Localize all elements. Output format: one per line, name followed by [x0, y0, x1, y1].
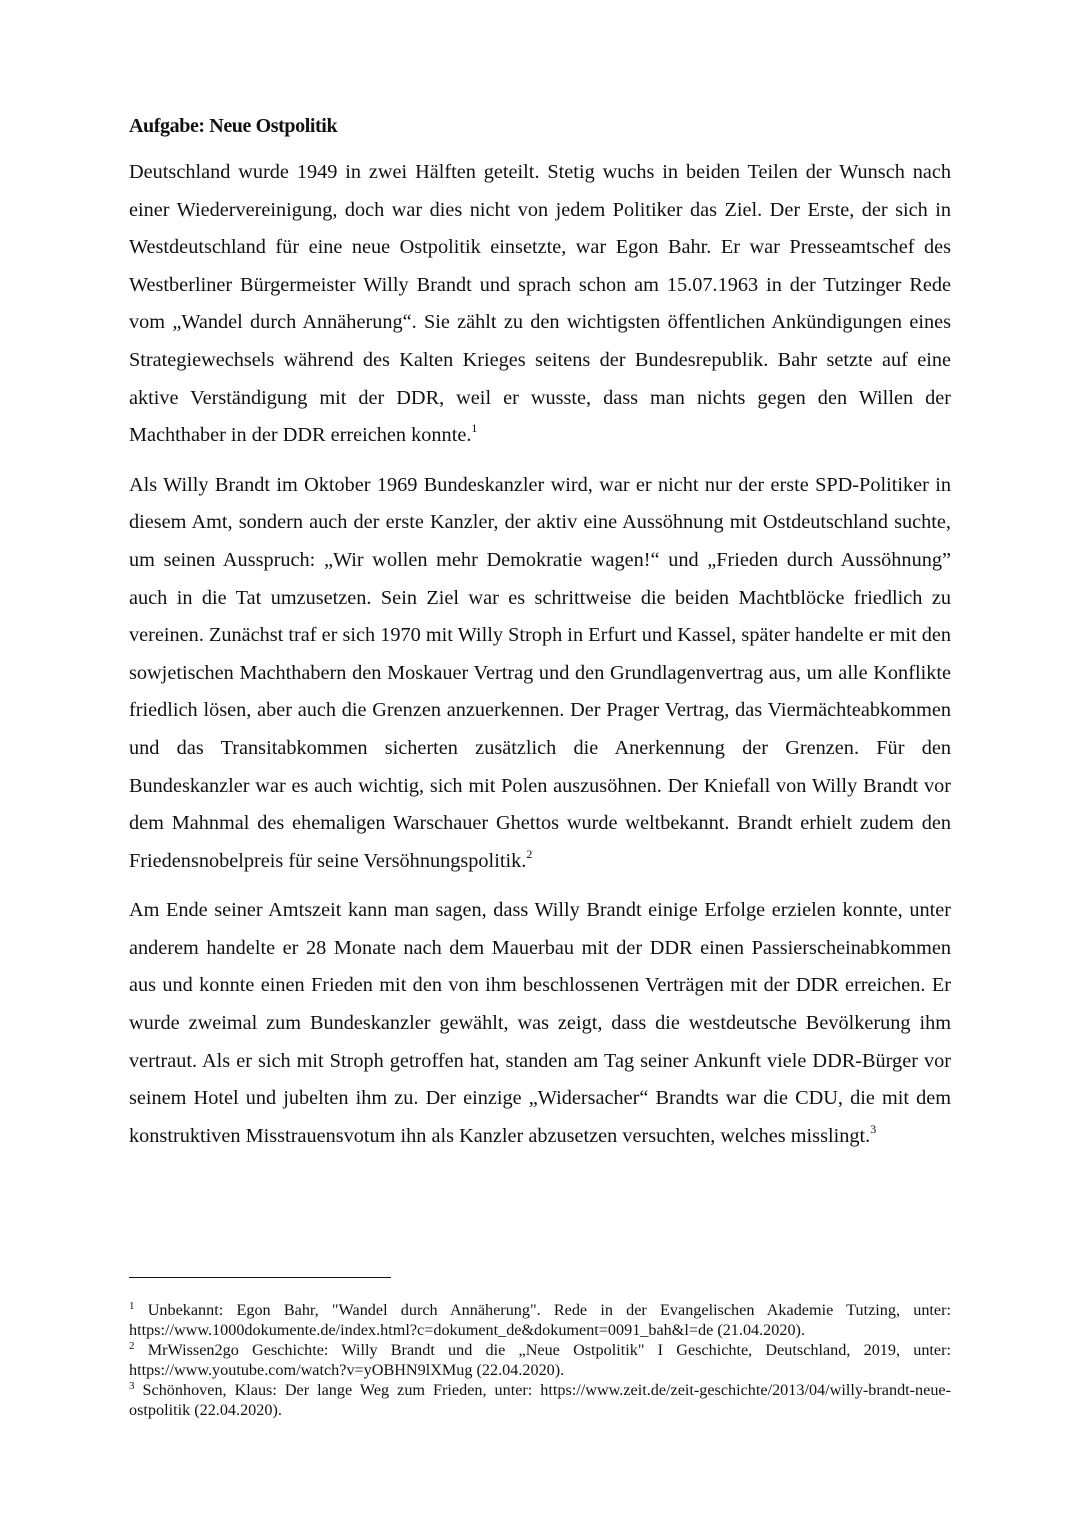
paragraph-1 [129, 154, 951, 455]
paragraph-text: Als Willy Brandt im Oktober 1969 Bundeskanzler wird, war er nicht nur der erste SPD-Politiker in diesem Amt, sondern auch der erste Kanzler, der aktiv eine Aussöhnung mit Ostdeutschland suchte, um seinen Ausspruch: „Wir wollen mehr Demokratie wagen!“ und „Frieden durch Aussöhnung” auch in die Tat umzusetzen. Sein Ziel war es schrittweise die beiden Machtblöcke friedlich zu vereinen. Zunächst traf er sich 1970 mit Willy Stroph in Erfurt und Kassel, später handelte er mit den sowjetischen Machthabern den Moskauer Vertrag und den Grundlagenvertrag aus, um alle Konflikte friedlich lösen, aber auch die Grenzen anzuerkennen. Der Prager Vertrag, das Viermächteabkommen und das Transitabkommen sicherten zusätzlich die Anerkennung der Grenzen. Für den Bundeskanzler war es auch wichtig, sich mit Polen auszusöhnen. Der Kniefall von Willy Brandt vor dem Mahnmal des ehemaligen Warschauer Ghettos wurde weltbekannt. Brandt erhielt zudem den Friedensnobelpreis für seine Versöhnungspolitik. [129, 473, 951, 872]
footnote-3 [129, 1380, 951, 1420]
footnotes [129, 1300, 951, 1420]
footnote-2 [129, 1340, 951, 1380]
document-body [129, 112, 951, 1167]
footnote-number: 3 [129, 1380, 135, 1392]
paragraph-2 [129, 467, 951, 881]
footnote-text: Schönhoven, Klaus: Der lange Weg zum Frieden, unter: https://www.zeit.de/zeit-geschichte/2013/04/willy-brandt-neue-ostpolitik (22.04.2020). [129, 1381, 952, 1419]
paragraph-3 [129, 892, 951, 1155]
footnote-text: Unbekannt: Egon Bahr, "Wandel durch Annäherung". Rede in der Evangelischen Akademie Tutzing, unter: https://www.1000dokumente.de/index.html?c=dokument_de&dokument=0091_bah&l=de (21.04.2020). [129, 1301, 951, 1339]
document-title: Aufgabe: Neue Ostpolitik [129, 115, 338, 137]
footnote-number: 2 [129, 1340, 135, 1352]
footnote-ref-3: 3 [870, 1121, 877, 1136]
paragraph-text: Am Ende seiner Amtszeit kann man sagen, dass Willy Brandt einige Erfolge erzielen konnte, unter anderem handelte er 28 Monate nach dem Mauerbau mit der DDR einen Passierscheinabkommen aus und konnte einen Frieden mit den von ihm beschlossenen Verträgen mit der DDR erreichen. Er wurde zweimal zum Bundeskanzler gewählt, was zeigt, dass die westdeutsche Bevölkerung ihm vertraut. Als er sich mit Stroph getroffen hat, standen am Tag seiner Ankunft viele DDR-Bürger vor seinem Hotel und jubelten ihm zu. Der einzige „Widersacher“ Brandts war die CDU, die mit dem konstruktiven Misstrauensvotum ihn als Kanzler abzusetzen versuchten, welches misslingt. [129, 899, 951, 1147]
footnote-text: MrWissen2go Geschichte: Willy Brandt und die „Neue Ostpolitik" I Geschichte, Deutschland, 2019, unter: https://www.youtube.com/watch?v=yOBHN9lXMug (22.04.2020). [129, 1341, 951, 1379]
footnote-ref-2: 2 [526, 846, 533, 861]
footnote-1 [129, 1300, 951, 1340]
paragraph-text: Deutschland wurde 1949 in zwei Hälften geteilt. Stetig wuchs in beiden Teilen der Wunsch nach einer Wiedervereinigung, doch war dies nicht von jedem Politiker das Ziel. Der Erste, der sich in Westdeutschland für eine neue Ostpolitik einsetzte, war Egon Bahr. Er war Presseamtschef des Westberliner Bürgermeister Willy Brandt und sprach schon am 15.07.1963 in der Tutzinger Rede vom „Wandel durch Annäherung“. Sie zählt zu den wichtigsten öffentlichen Ankündigungen eines Strategiewechsels während des Kalten Krieges seitens der Bundesrepublik. Bahr setzte auf eine aktive Verständigung mit der DDR, weil er wusste, dass man nichts gegen den Willen der Machthaber in der DDR erreichen konnte. [129, 161, 951, 447]
footnote-ref-1: 1 [471, 421, 478, 436]
footnote-separator [129, 1277, 391, 1278]
footnote-number: 1 [129, 1300, 135, 1312]
